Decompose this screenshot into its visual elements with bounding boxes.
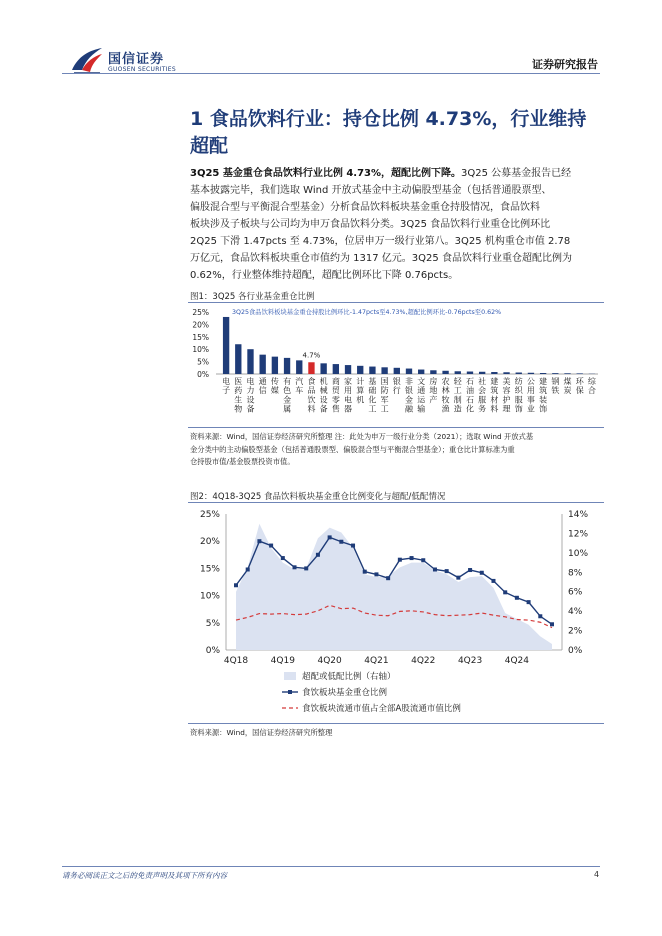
x-tick-label: 贸 xyxy=(331,386,340,396)
x-tick-label: 林 xyxy=(441,386,450,396)
x-tick-label: 品 xyxy=(307,386,316,396)
bar xyxy=(308,362,314,374)
figure1-top-rule xyxy=(188,302,604,303)
x-tick-label: 器 xyxy=(344,404,353,414)
right-y-tick-label: 2% xyxy=(568,626,583,637)
x-tick-label: 石 xyxy=(465,377,474,386)
x-tick-label: 房 xyxy=(429,377,438,386)
left-y-tick-label: 5% xyxy=(205,618,220,629)
bar xyxy=(455,371,461,374)
line-marker xyxy=(269,544,273,548)
x-tick-label: 础 xyxy=(368,386,377,396)
company-name-en: GUOSEN SECURITIES xyxy=(108,66,177,73)
x-tick-label: 售 xyxy=(331,404,340,414)
x-tick-label: 公 xyxy=(526,377,535,386)
x-tick-label: 造 xyxy=(453,404,462,414)
x-tick-label: 筑 xyxy=(490,386,499,396)
x-tick-label: 工 xyxy=(453,386,462,396)
x-tick-label: 服 xyxy=(514,395,523,405)
bar xyxy=(503,372,509,374)
bar xyxy=(272,357,278,374)
line-marker xyxy=(293,565,297,569)
legend-label-area: 超配或低配比例（右轴） xyxy=(302,672,396,682)
bar xyxy=(369,367,375,374)
bar xyxy=(381,367,387,374)
x-tick-label: 备 xyxy=(246,404,255,414)
line-marker xyxy=(538,614,542,618)
x-tick-label: 石 xyxy=(465,395,474,405)
right-y-tick-label: 10% xyxy=(568,548,589,559)
x-tick-label: 算 xyxy=(356,386,365,396)
line-marker xyxy=(234,583,238,587)
page-number: 4 xyxy=(594,870,600,879)
x-tick-label: 制 xyxy=(453,395,462,405)
para-line-7: 0.62%，行业整体维持超配，超配比例环比下降 0.76pcts。 xyxy=(190,270,459,281)
y-tick-label: 5% xyxy=(197,357,209,367)
x-tick-label: 料 xyxy=(490,404,499,414)
x-tick-label: 4Q21 xyxy=(364,656,389,666)
line-marker xyxy=(527,600,531,604)
bar xyxy=(540,373,546,374)
x-tick-label: 化 xyxy=(465,404,474,414)
x-tick-label: 军 xyxy=(380,395,389,405)
footer-disclaimer: 请务必阅读正文之后的免责声明及其项下所有内容 xyxy=(62,871,227,880)
x-tick-label: 金 xyxy=(405,395,413,405)
line-marker xyxy=(328,535,332,539)
x-tick-label: 筑 xyxy=(539,386,548,396)
bar xyxy=(516,373,522,374)
y-tick-label: 10% xyxy=(192,345,209,355)
legend-marker-line xyxy=(288,690,292,694)
line-marker xyxy=(410,556,414,560)
para-line-5: 2Q25 下滑 1.47pcts 至 4.73%，位居申万一级行业第八。3Q25 机构重仓市值 2.78 xyxy=(190,236,571,247)
bar xyxy=(430,370,436,374)
x-tick-label: 备 xyxy=(319,404,328,414)
line-marker xyxy=(246,567,250,571)
bar xyxy=(320,363,326,374)
x-tick-label: 料 xyxy=(307,404,316,414)
x-tick-label: 织 xyxy=(514,386,523,396)
bar xyxy=(357,366,363,374)
x-tick-label: 农 xyxy=(441,377,450,386)
line-marker xyxy=(456,576,460,580)
right-y-tick-label: 14% xyxy=(568,510,589,520)
x-tick-label: 铁 xyxy=(551,386,560,396)
bar xyxy=(235,344,241,374)
bar xyxy=(552,373,558,374)
body-paragraph xyxy=(190,165,602,284)
line-marker xyxy=(398,558,402,562)
figure1-title: 图1：3Q25 各行业基金重仓比例 xyxy=(190,292,315,302)
x-tick-label: 用 xyxy=(344,386,353,396)
bar xyxy=(491,372,497,374)
x-tick-label: 容 xyxy=(502,386,511,396)
x-tick-label: 通 xyxy=(258,377,267,386)
x-tick-label: 服 xyxy=(478,395,487,405)
x-tick-label: 工 xyxy=(380,404,389,414)
section-title xyxy=(190,106,610,160)
y-tick-label: 15% xyxy=(192,332,209,342)
x-tick-label: 4Q19 xyxy=(270,656,295,666)
line-marker xyxy=(515,596,519,600)
x-tick-label: 媒 xyxy=(270,386,279,396)
bar xyxy=(296,360,302,374)
x-tick-label: 物 xyxy=(234,404,243,414)
x-tick-label: 电 xyxy=(344,395,353,405)
line-marker xyxy=(550,622,554,626)
x-tick-label: 防 xyxy=(380,386,389,396)
x-tick-label: 纺 xyxy=(514,377,523,386)
x-tick-label: 有 xyxy=(283,377,292,386)
x-tick-label: 食 xyxy=(307,377,316,386)
x-tick-label: 牧 xyxy=(441,395,450,405)
x-tick-label: 化 xyxy=(368,395,377,405)
x-tick-label: 炭 xyxy=(563,386,572,396)
y-tick-label: 25% xyxy=(192,308,209,317)
x-tick-label: 车 xyxy=(295,386,304,396)
x-tick-label: 银 xyxy=(392,377,401,386)
line-chart xyxy=(188,504,604,720)
x-tick-label: 子 xyxy=(222,386,231,396)
x-tick-label: 渔 xyxy=(441,404,450,414)
x-tick-label: 事 xyxy=(526,395,535,405)
line-marker xyxy=(433,567,437,571)
line-marker xyxy=(304,566,308,570)
x-tick-label: 材 xyxy=(490,395,499,405)
x-tick-label: 机 xyxy=(319,377,328,386)
left-y-tick-label: 15% xyxy=(199,564,220,575)
x-tick-label: 饰 xyxy=(514,404,523,414)
x-tick-label: 会 xyxy=(478,386,487,396)
x-tick-label: 4Q20 xyxy=(317,656,342,666)
figure2-source: 资料来源：Wind，国信证券经济研究所整理 xyxy=(190,728,333,737)
para-line-1: 3Q25 基金重仓食品饮料行业比例 4.73%，超配比例下降。3Q25 公募基金报告已经 xyxy=(190,168,572,179)
bar xyxy=(467,372,473,374)
left-y-tick-label: 20% xyxy=(199,537,220,548)
series-area-overweight xyxy=(236,524,552,650)
x-tick-label: 医 xyxy=(234,377,243,386)
x-tick-label: 合 xyxy=(587,386,596,396)
x-tick-label: 文 xyxy=(417,377,426,386)
bar xyxy=(345,365,351,374)
x-tick-label: 美 xyxy=(502,377,511,386)
bar xyxy=(247,349,253,374)
x-tick-label: 产 xyxy=(429,395,438,405)
right-y-tick-label: 4% xyxy=(568,607,583,618)
bar xyxy=(223,317,229,374)
bar xyxy=(333,364,339,374)
x-tick-label: 业 xyxy=(526,404,535,414)
x-tick-label: 药 xyxy=(234,386,243,396)
bar xyxy=(528,373,534,374)
x-tick-label: 基 xyxy=(368,377,377,386)
legend-label-line: 食饮板块基金重仓比例 xyxy=(302,688,388,698)
bar xyxy=(406,369,412,374)
line-marker xyxy=(468,568,472,572)
x-tick-label: 力 xyxy=(246,386,255,396)
x-tick-label: 饰 xyxy=(539,404,548,414)
line-marker xyxy=(351,544,355,548)
line-marker xyxy=(421,558,425,562)
x-tick-label: 传 xyxy=(270,377,279,386)
x-tick-label: 计 xyxy=(356,377,365,386)
x-tick-label: 钢 xyxy=(551,377,560,386)
line-marker xyxy=(281,556,285,560)
x-tick-label: 社 xyxy=(478,377,487,386)
x-tick-label: 融 xyxy=(405,404,413,414)
line-marker xyxy=(386,576,390,580)
x-tick-label: 设 xyxy=(246,395,255,405)
para-line-2: 基本披露完毕，我们选取 Wind 开放式基金中主动偏股型基金（包括普通股票型、 xyxy=(190,185,552,196)
x-tick-label: 色 xyxy=(283,386,292,396)
y-tick-label: 20% xyxy=(192,320,209,330)
x-tick-label: 信 xyxy=(258,386,267,396)
figure1-source: 资料来源：Wind，国信证券经济研究所整理 注：此处为申万一级行业分类（2021）；选取 Wind 开放式基 金分类中的主动偏股型基金（包括普通股票型、偏股混合型与平衡混合型基金）；重仓比计算标准为重 仓持股市值/基金股票投资市值。 xyxy=(190,432,534,466)
legend-label-dashed: 食饮板块流通市值占全部A股流通市值比例 xyxy=(302,704,461,714)
x-tick-label: 行 xyxy=(392,386,401,396)
right-y-tick-label: 0% xyxy=(568,646,583,656)
figure2-title: 图2：4Q18-3Q25 食品饮料板块基金重仓比例变化与超配/低配情况 xyxy=(190,492,446,502)
company-name-cn: 国信证券 xyxy=(108,52,165,67)
section-title-line2: 超配 xyxy=(190,135,229,157)
x-tick-label: 4Q18 xyxy=(223,656,249,666)
left-y-tick-label: 25% xyxy=(199,510,220,520)
y-tick-label: 0% xyxy=(197,370,209,379)
bar xyxy=(418,370,424,374)
report-type: 证券研究报告 xyxy=(532,58,598,71)
line-marker xyxy=(374,572,378,576)
bar-chart xyxy=(188,304,604,422)
x-tick-label: 零 xyxy=(331,395,340,405)
logo-mark-icon xyxy=(70,46,104,76)
left-y-tick-label: 0% xyxy=(205,646,220,656)
para-line-4: 板块涉及子板块与公司均为申万食品饮料分类。3Q25 食品饮料行业重仓比例环比 xyxy=(190,219,551,230)
para-line-3: 偏股混合型与平衡混合型基金）分析食品饮料板块基金重仓持股情况，食品饮料 xyxy=(190,202,540,213)
x-tick-label: 务 xyxy=(478,404,487,414)
x-tick-label: 家 xyxy=(344,377,353,386)
x-tick-label: 装 xyxy=(539,395,548,405)
x-tick-label: 工 xyxy=(368,404,377,414)
x-tick-label: 属 xyxy=(283,404,292,414)
x-tick-label: 设 xyxy=(319,395,328,405)
x-tick-label: 饮 xyxy=(307,395,316,405)
line-marker xyxy=(480,571,484,575)
x-tick-label: 运 xyxy=(417,395,426,405)
line-marker xyxy=(339,540,343,544)
figure1-bottom-rule xyxy=(188,427,604,428)
right-y-tick-label: 6% xyxy=(568,587,583,598)
x-tick-label: 银 xyxy=(405,386,413,396)
bar xyxy=(260,355,266,374)
x-tick-label: 保 xyxy=(575,386,584,396)
x-tick-label: 环 xyxy=(575,377,584,386)
bar xyxy=(442,371,448,374)
x-tick-label: 用 xyxy=(526,386,535,396)
x-tick-label: 地 xyxy=(429,386,438,396)
legend-swatch-area xyxy=(284,672,296,680)
x-tick-label: 建 xyxy=(490,377,499,386)
line-marker xyxy=(257,539,261,543)
figure2-top-rule xyxy=(188,502,604,503)
x-tick-label: 非 xyxy=(405,377,413,386)
bar-data-label: 4.7% xyxy=(302,351,321,360)
line-marker xyxy=(445,569,449,573)
x-tick-label: 通 xyxy=(417,386,426,396)
x-tick-label: 煤 xyxy=(563,377,572,386)
x-tick-label: 金 xyxy=(283,395,292,405)
line-marker xyxy=(503,590,507,594)
x-tick-label: 理 xyxy=(502,404,511,414)
header-divider xyxy=(62,73,600,74)
bar xyxy=(577,373,583,374)
line-marker xyxy=(316,553,320,557)
x-tick-label: 电 xyxy=(246,377,255,386)
bar xyxy=(394,368,400,374)
x-tick-label: 生 xyxy=(234,395,243,405)
x-tick-label: 械 xyxy=(319,386,328,396)
x-tick-label: 国 xyxy=(380,377,389,386)
x-tick-label: 机 xyxy=(356,395,365,405)
footer-divider xyxy=(62,866,600,867)
x-tick-label: 轻 xyxy=(453,377,462,386)
x-tick-label: 4Q24 xyxy=(504,656,530,666)
line-marker xyxy=(363,570,367,574)
x-tick-label: 油 xyxy=(465,386,474,396)
bar xyxy=(564,373,570,374)
x-tick-label: 建 xyxy=(539,377,548,386)
bar xyxy=(284,358,290,374)
x-tick-label: 汽 xyxy=(295,377,304,386)
left-y-tick-label: 10% xyxy=(199,591,220,602)
section-title-line1: 1 食品饮料行业：持仓比例 4.73%，行业维持 xyxy=(190,108,587,130)
right-y-tick-label: 12% xyxy=(568,529,589,540)
x-tick-label: 电 xyxy=(222,377,231,386)
x-tick-label: 护 xyxy=(502,395,511,405)
bar xyxy=(479,372,485,374)
line-marker xyxy=(491,579,495,583)
x-tick-label: 4Q23 xyxy=(457,656,483,666)
company-logo xyxy=(70,46,182,76)
x-tick-label: 综 xyxy=(587,377,596,386)
para-line-6: 万亿元，食品饮料板块重仓市值约为 1317 亿元。3Q25 食品饮料行业重仓超配比例为 xyxy=(190,253,572,264)
x-tick-label: 输 xyxy=(417,404,426,414)
para-bold-lead: 3Q25 基金重仓食品饮料行业比例 4.73%，超配比例下降。 xyxy=(190,168,462,179)
right-y-tick-label: 8% xyxy=(568,568,583,579)
chart-annotation: 3Q25食品饮料板块基金重仓持股比例环比-1.47pcts至4.73%,超配比例环比-0.76pcts至0.62% xyxy=(232,309,502,316)
x-tick-label: 4Q22 xyxy=(411,656,436,666)
x-tick-label: 商 xyxy=(331,377,340,386)
figure2-bottom-rule xyxy=(188,723,604,724)
